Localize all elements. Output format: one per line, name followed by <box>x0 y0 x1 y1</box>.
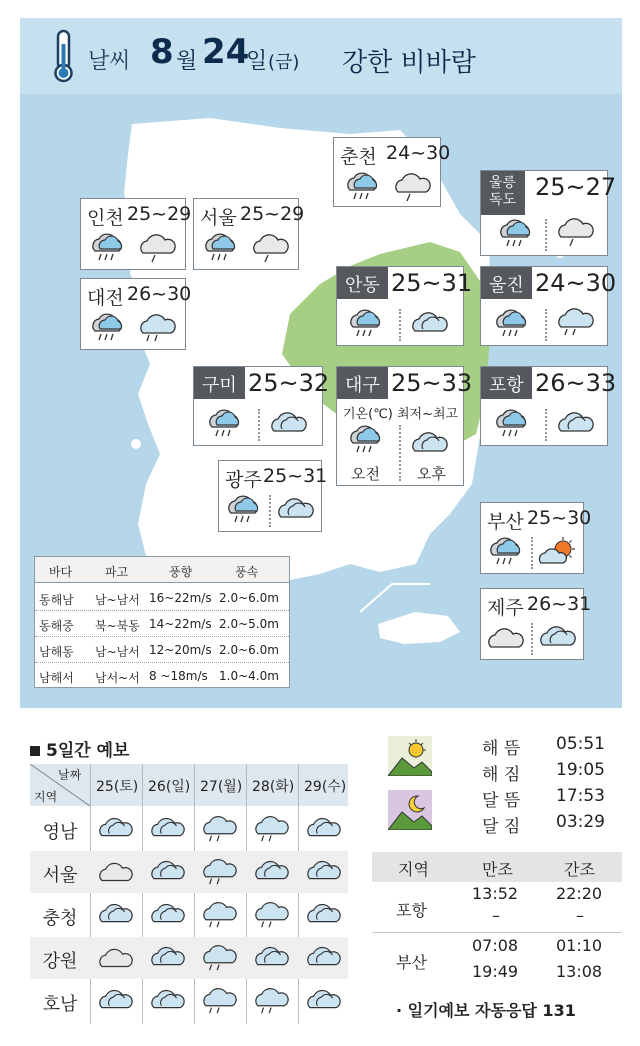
header-month-unit: 월 <box>176 49 198 74</box>
cloudy-icon <box>252 856 292 888</box>
region-tag: 포항 <box>481 367 532 399</box>
forecast-header-row <box>30 764 348 806</box>
rain-icon <box>252 985 292 1017</box>
region-card-seoul <box>193 198 305 270</box>
region-name-bottom: 독도 <box>489 192 517 208</box>
moonset-label: 달 짐 <box>482 817 521 837</box>
region-tag: 대구 <box>337 367 388 399</box>
divider <box>399 425 401 481</box>
region-card-incheon <box>80 198 192 270</box>
rain-cloud-icon <box>495 217 537 251</box>
tide-low: 01:10 <box>556 936 603 955</box>
divider <box>531 623 533 655</box>
region-temp: 24~30 <box>386 142 451 164</box>
tide-divider <box>372 932 622 933</box>
region-card-gumi <box>193 366 330 446</box>
forecast-date: 28(화) <box>252 779 295 795</box>
divider <box>269 495 271 527</box>
rain-icon <box>200 985 240 1017</box>
tide-header-high: 만조 <box>482 860 513 879</box>
cloudy-icon <box>96 985 136 1017</box>
tide-high: 07:08 <box>472 936 519 955</box>
divider <box>399 309 401 341</box>
rain-cloud-icon <box>87 311 129 345</box>
sea-header-wave: 파고 <box>105 565 129 579</box>
rain-cloud-icon <box>137 311 179 345</box>
forecast-date: 26(일) <box>148 779 191 795</box>
footer-note: · 일기예보 자동응답 131 <box>396 1001 576 1020</box>
tide-low: 22:20 <box>556 884 603 903</box>
cloud-icon <box>96 942 136 974</box>
rain-cloud-icon <box>555 305 597 339</box>
sea-cell: 2.0~6.0m <box>219 591 279 605</box>
sun-cloud-icon <box>537 535 579 569</box>
rain-icon <box>200 813 240 845</box>
region-temp: 25~30 <box>527 507 592 529</box>
sea-cell: 동해남 <box>39 593 74 607</box>
sea-cell: 북~북동 <box>95 619 140 633</box>
rain-icon <box>200 856 240 888</box>
rain-icon <box>200 942 240 974</box>
header-day-unit: 일 <box>246 49 268 74</box>
sea-cell: 남해동 <box>39 645 74 659</box>
header-label: 날씨 <box>88 49 131 74</box>
sea-cell: 남서~서 <box>95 671 140 685</box>
forecast-date: 27(월) <box>200 779 243 795</box>
moonrise-label: 달 뜸 <box>482 791 521 811</box>
forecast-region: 서울 <box>42 865 78 886</box>
table-row <box>35 585 289 611</box>
region-temp: 25~31 <box>263 465 328 487</box>
rain-cloud-icon <box>250 231 292 265</box>
rain-cloud-icon <box>485 535 527 569</box>
sunset-label: 해 짐 <box>482 765 521 785</box>
rain-cloud-icon <box>555 215 597 249</box>
region-temp: 24~30 <box>535 269 617 297</box>
region-name: 광주 <box>225 469 262 491</box>
moonrise-time: 17:53 <box>556 786 605 806</box>
header-day: 24 <box>202 32 250 72</box>
sea-cell: 2.0~6.0m <box>219 643 279 657</box>
cloudy-icon <box>148 899 188 931</box>
cloudy-icon <box>96 813 136 845</box>
rain-cloud-icon <box>345 423 387 457</box>
region-temp: 26~30 <box>127 283 192 305</box>
table-row <box>35 611 289 637</box>
tide-low: – <box>576 906 584 925</box>
pm-label: 오후 <box>417 465 446 483</box>
tide-table-header <box>372 852 622 882</box>
region-temp: 25~29 <box>240 203 305 225</box>
rain-icon <box>200 899 240 931</box>
tide-high: 13:52 <box>472 884 519 903</box>
cloudy-icon <box>304 942 344 974</box>
cloudy-icon <box>537 621 579 655</box>
cloudy-icon <box>275 493 317 527</box>
region-name: 춘천 <box>340 146 377 168</box>
rain-cloud-icon <box>137 231 179 265</box>
region-card-daegu <box>336 366 473 486</box>
cloudy-icon <box>148 856 188 888</box>
region-tag: 안동 <box>337 267 388 299</box>
sea-cell: 1.0~4.0m <box>219 669 279 683</box>
header-month: 8 <box>150 32 174 72</box>
sea-cell: 12~20m/s <box>149 643 212 657</box>
table-row <box>35 637 289 663</box>
divider <box>258 409 260 441</box>
rain-cloud-icon <box>342 170 384 204</box>
cloudy-icon <box>304 856 344 888</box>
thermometer-icon <box>48 28 78 84</box>
tide-header-region: 지역 <box>398 860 429 879</box>
cloudy-icon <box>409 307 451 341</box>
rain-cloud-icon <box>392 170 434 204</box>
region-card-andong <box>336 266 473 346</box>
sea-cell: 남~남서 <box>95 645 140 659</box>
region-name: 서울 <box>200 207 237 229</box>
rain-cloud-icon <box>491 307 533 341</box>
forecast-table <box>30 764 348 1024</box>
region-card-uljin <box>480 266 617 346</box>
cloudy-icon <box>148 813 188 845</box>
cloud-icon <box>96 856 136 888</box>
region-card-pohang <box>480 366 617 446</box>
sea-header-windspeed: 풍속 <box>235 565 259 579</box>
sea-table-header <box>35 557 289 583</box>
region-card-gwangju <box>218 460 328 532</box>
forecast-title <box>30 736 129 761</box>
region-tag: 울진 <box>481 267 532 299</box>
table-row <box>30 937 348 979</box>
cloudy-icon <box>304 985 344 1017</box>
rain-cloud-icon <box>491 407 533 441</box>
rain-cloud-icon <box>223 493 265 527</box>
table-row <box>30 894 348 936</box>
tide-header-low: 간조 <box>564 860 595 879</box>
region-temp: 25~27 <box>535 173 617 201</box>
table-row <box>30 980 348 1022</box>
region-name-top: 울릉 <box>489 175 517 191</box>
forecast-region: 충청 <box>42 908 78 929</box>
region-temp: 26~33 <box>535 369 617 397</box>
region-name: 대전 <box>87 287 124 309</box>
divider <box>545 409 547 441</box>
page-title: 강한 비바람 <box>342 48 476 78</box>
rain-cloud-icon <box>204 407 246 441</box>
forecast-date: 29(수) <box>304 779 347 795</box>
divider <box>545 309 547 341</box>
region-card-daejeon <box>80 278 192 350</box>
corner-date-label: 날짜 <box>58 768 82 782</box>
am-label: 오전 <box>351 465 380 483</box>
sea-cell: 2.0~5.0m <box>219 617 279 631</box>
cloudy-icon <box>555 407 597 441</box>
tide-low: 13:08 <box>556 962 603 981</box>
sunset-time: 19:05 <box>556 760 605 780</box>
divider <box>545 219 547 251</box>
cloudy-icon <box>268 407 310 441</box>
rain-cloud-icon <box>87 231 129 265</box>
sunrise-label: 해 뜸 <box>482 739 521 759</box>
divider <box>531 537 533 569</box>
tide-high: 19:49 <box>472 962 519 981</box>
cloudy-icon <box>252 942 292 974</box>
corner-region-label: 지역 <box>34 790 58 804</box>
sea-cell: 남해서 <box>39 671 74 685</box>
tide-region: 포항 <box>396 901 427 920</box>
region-temp: 25~32 <box>248 369 330 397</box>
region-temp: 25~29 <box>127 203 192 225</box>
table-row <box>30 851 348 893</box>
sea-header-sea: 바다 <box>49 565 73 579</box>
region-name: 제주 <box>487 597 524 619</box>
region-card-chuncheon <box>333 137 451 207</box>
cloud-icon <box>485 621 527 655</box>
square-bullet-icon <box>30 746 40 756</box>
sea-cell: 14~22m/s <box>149 617 212 631</box>
forecast-region: 강원 <box>42 951 78 972</box>
region-tag: 구미 <box>194 367 245 399</box>
sea-conditions-table <box>34 556 290 688</box>
forecast-region: 영남 <box>42 822 78 843</box>
sea-cell: 8 ~18m/s <box>149 669 208 683</box>
region-temp: 25~31 <box>391 269 473 297</box>
rain-icon <box>252 899 292 931</box>
cloudy-icon <box>304 899 344 931</box>
region-card-ulleung <box>480 170 617 256</box>
region-card-jeju <box>480 588 592 660</box>
tide-high: – <box>492 906 500 925</box>
region-name: 인천 <box>87 207 124 229</box>
region-temp: 26~31 <box>527 593 592 615</box>
region-tag <box>481 171 525 215</box>
rain-icon <box>252 813 292 845</box>
rain-cloud-icon <box>200 231 242 265</box>
header-bar <box>20 18 622 94</box>
temp-legend: 기온(℃) 최저~최고 <box>343 407 459 422</box>
cloudy-icon <box>304 813 344 845</box>
forecast-date: 25(토) <box>96 779 139 795</box>
header-weekday: (금) <box>268 52 300 73</box>
rain-cloud-icon <box>345 307 387 341</box>
sea-cell: 16~22m/s <box>149 591 212 605</box>
moonset-time: 03:29 <box>556 812 605 832</box>
sea-cell: 남~남서 <box>95 593 140 607</box>
cloudy-icon <box>96 899 136 931</box>
moonrise-mountain-icon <box>388 790 432 830</box>
sunrise-time: 05:51 <box>556 734 605 754</box>
tide-region: 부산 <box>396 953 427 972</box>
cloudy-icon <box>148 942 188 974</box>
table-row <box>30 808 348 850</box>
forecast-region: 호남 <box>42 994 78 1015</box>
cloudy-icon <box>409 427 451 461</box>
forecast-title-text: 5일간 예보 <box>46 741 130 761</box>
cloudy-icon <box>148 985 188 1017</box>
region-card-busan <box>480 502 592 574</box>
region-temp: 25~33 <box>391 369 473 397</box>
table-row <box>35 663 289 689</box>
region-name: 부산 <box>487 511 524 533</box>
sea-cell: 동해중 <box>39 619 74 633</box>
sunrise-mountain-icon <box>388 736 432 776</box>
sea-header-winddir: 풍향 <box>169 565 193 579</box>
